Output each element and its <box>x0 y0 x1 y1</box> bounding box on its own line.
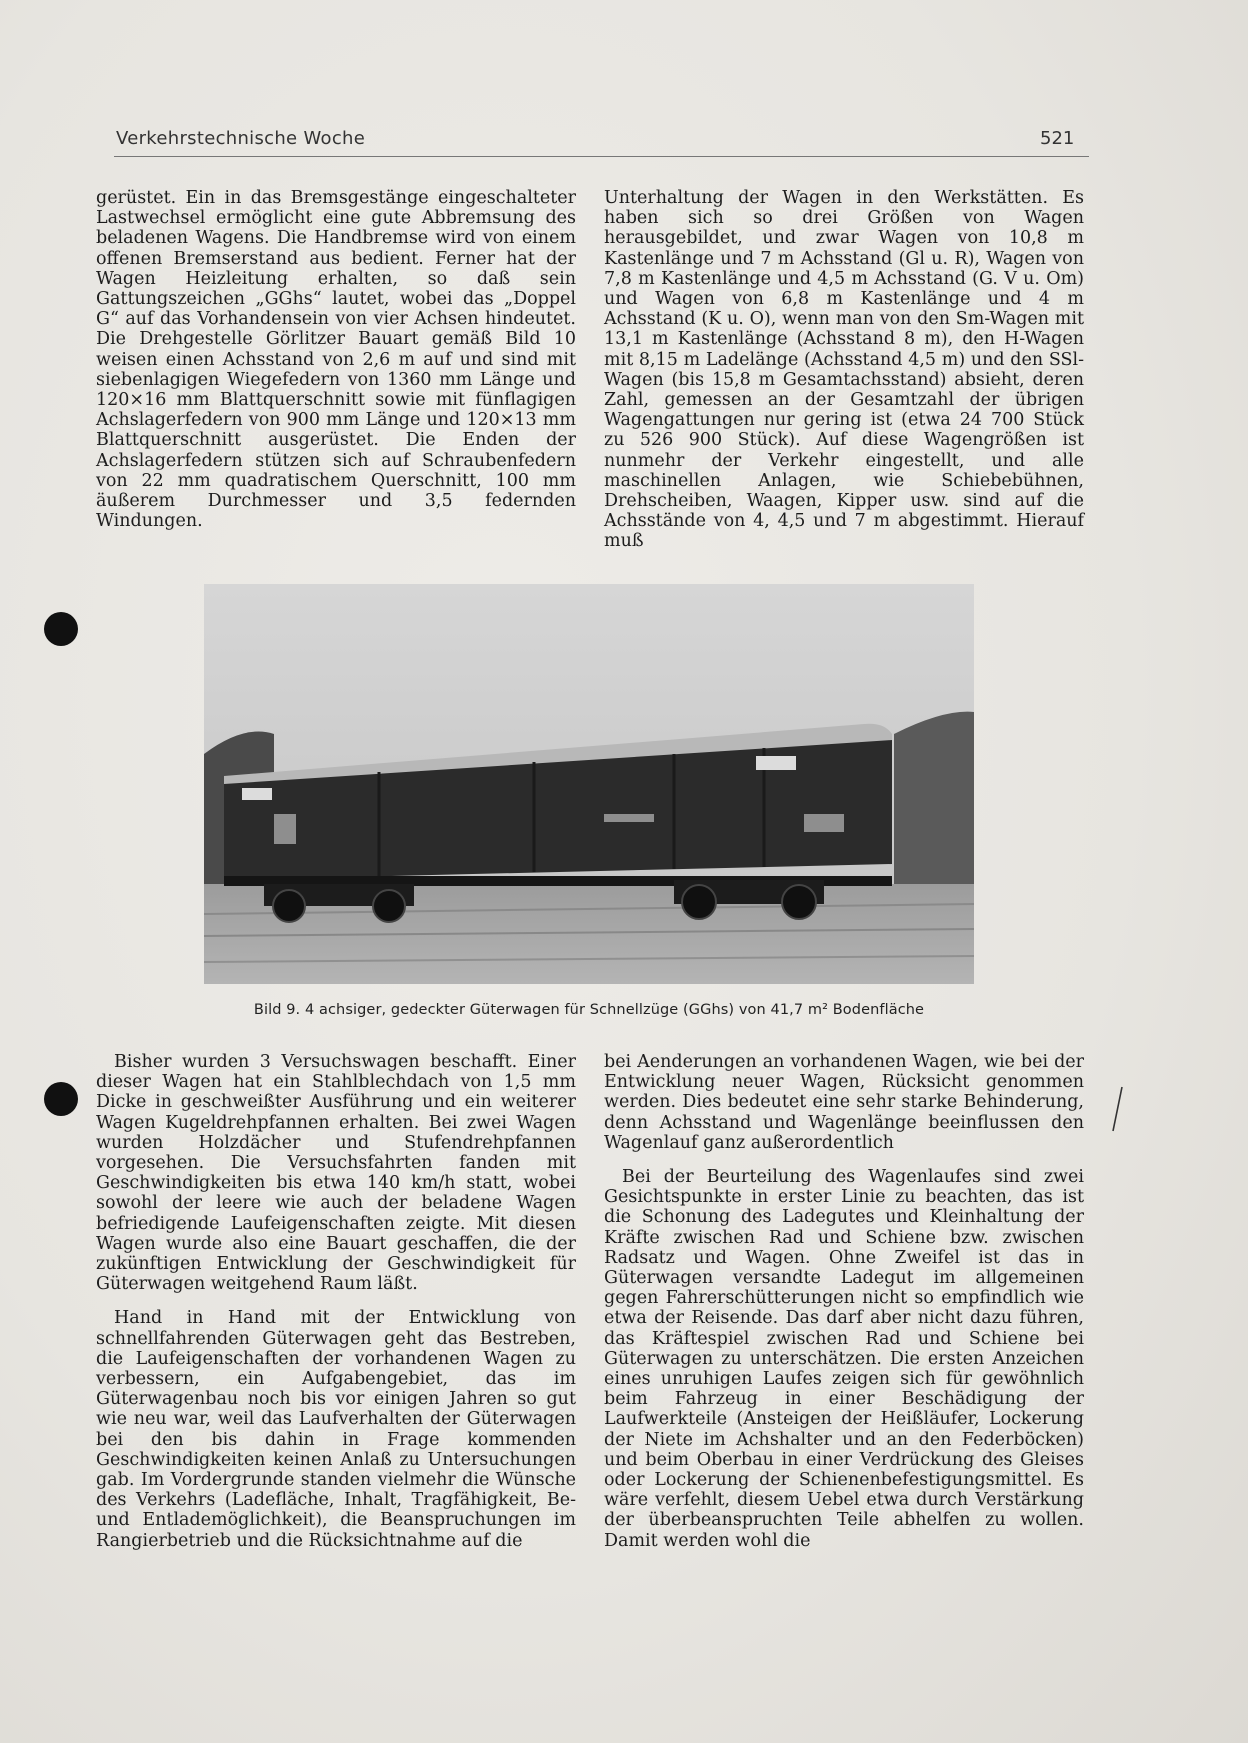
freight-wagon-photo <box>204 584 974 984</box>
paragraph: Unterhaltung der Wagen in den Werkstätten. Es haben sich so drei Größen von Wagen herausgebildet, und zwar Wagen von 10,8 m Kastenlänge und 7 m Achsstand (Gl u. R), Wagen von 7,8 m Kastenlänge und 4,5 m Achsstand (G. V u. Om) und Wagen von 6,8 m Kastenlänge und 4 m Achsstand (K u. O), wenn man von den Sm-Wagen mit 13,1 m Kastenlänge (Achsstand 8 m), den H-Wagen mit 8,15 m Ladelänge (Achsstand 4,5 m) und den SSl-Wagen (bis 15,8 m Gesamtachsstand) absieht, deren Zahl, gemessen an der Gesamtzahl der übrigen Wagengattungen nur gering ist (etwa 24 700 Stück zu 526 900 Stück). Auf diese Wagengrößen ist nunmehr der Verkehr eingestellt, und alle maschinellen Anlagen, wie Schiebebühnen, Drehscheiben, Waagen, Kipper usw. sind auf die Achsstände von 4, 4,5 und 7 m abgestimmt. Hierauf muß <box>604 188 1084 552</box>
paragraph: gerüstet. Ein in das Bremsgestänge eingeschalteter Lastwechsel ermöglicht eine gute Abbremsung des beladenen Wagens. Die Handbremse wird von einem offenen Bremserstand aus bedient. Ferner hat der Wagen Heizleitung erhalten, so daß sein Gattungszeichen „GGhs“ lautet, wobei das „Doppel G“ auf das Vorhandensein von vier Achsen hindeutet. Die Drehgestelle Görlitzer Bauart gemäß Bild 10 weisen einen Achsstand von 2,6 m auf und sind mit siebenlagigen Wiegefedern von 1360 mm Länge und 120×16 mm Blattquerschnitt sowie mit fünflagigen Achslagerfedern von 900 mm Länge und 120×13 mm Blattquerschnitt ausgerüstet. Die Enden der Achslagerfedern stützen sich auf Schraubenfedern von 22 mm quadratischem Querschnitt, 100 mm äußerem Durchmesser und 3,5 federnden Windungen. <box>96 188 576 532</box>
journal-title: Verkehrstechnische Woche <box>116 128 366 149</box>
right-column-top <box>604 188 1084 552</box>
punch-hole <box>44 612 78 646</box>
margin-pen-mark <box>1110 1085 1124 1135</box>
left-column-bottom <box>96 1052 576 1551</box>
left-column-top <box>96 188 576 531</box>
page-number: 521 <box>1040 128 1075 149</box>
right-column-bottom <box>604 1052 1084 1551</box>
header-divider <box>114 156 1089 157</box>
figure-caption: Bild 9. 4 achsiger, gedeckter Güterwagen für Schnellzüge (GGhs) von 41,7 m² Bodenfläche <box>253 1002 925 1018</box>
paragraph: Bisher wurden 3 Versuchswagen beschafft. Einer dieser Wagen hat ein Stahlblechdach von 1,5 mm Dicke in geschweißter Ausführung und ein weiterer Wagen Kugeldrehpfannen erhalten. Bei zwei Wagen wurden Holzdächer und Stufendrehpfannen vorgesehen. Die Versuchsfahrten fanden mit Geschwindigkeiten bis etwa 140 km/h statt, wobei sowohl der leere wie auch der beladene Wagen befriedigende Laufeigenschaften zeigte. Mit diesen Wagen wurde also eine Bauart geschaffen, die der zukünftigen Entwicklung der Geschwindigkeit für Güterwagen weitgehend Raum läßt. <box>96 1052 576 1295</box>
punch-hole <box>44 1082 78 1116</box>
paragraph: bei Aenderungen an vorhandenen Wagen, wie bei der Entwicklung neuer Wagen, Rücksicht genommen werden. Dies bedeutet eine sehr starke Behinderung, denn Achsstand und Wagenlänge beeinflussen den Wagenlauf ganz außerordentlich <box>604 1052 1084 1153</box>
paragraph: Hand in Hand mit der Entwicklung von schnellfahrenden Güterwagen geht das Bestreben, die Laufeigenschaften der vorhandenen Wagen zu verbessern, ein Aufgabengebiet, das im Güterwagenbau noch bis vor einigen Jahren so gut wie neu war, weil das Laufverhalten der Güterwagen bei den bis dahin in Frage kommenden Geschwindigkeiten keinen Anlaß zu Untersuchungen gab. Im Vordergrunde standen vielmehr die Wünsche des Verkehrs (Ladefläche, Inhalt, Tragfähigkeit, Be- und Entlademöglichkeit), die Beanspruchungen im Rangierbetrieb und die Rücksichtnahme auf die <box>96 1308 576 1551</box>
paragraph: Bei der Beurteilung des Wagenlaufes sind zwei Gesichtspunkte in erster Linie zu beachten, das ist die Schonung des Ladegutes und Kleinhaltung der Kräfte zwischen Rad und Schiene bzw. zwischen Radsatz und Wagen. Ohne Zweifel ist das in Güterwagen versandte Ladegut im allgemeinen gegen Fahrerschütterungen nicht so empfindlich wie etwa der Reisende. Das darf aber nicht dazu führen, das Kräftespiel zwischen Rad und Schiene bei Güterwagen zu unterschätzen. Die ersten Anzeichen eines unruhigen Laufes zeigen sich für gewöhnlich beim Fahrzeug in einer Beschädigung der Laufwerkteile (Ansteigen der Heißläufer, Lockerung der Niete im Achshalter und an den Federböcken) und beim Oberbau in einer Verdrückung des Gleises oder Lockerung der Schienenbefestigungsmittel. Es wäre verfehlt, diesem Uebel etwa durch Verstärkung der überbeanspruchten Teile abhelfen zu wollen. Damit werden wohl die <box>604 1167 1084 1551</box>
